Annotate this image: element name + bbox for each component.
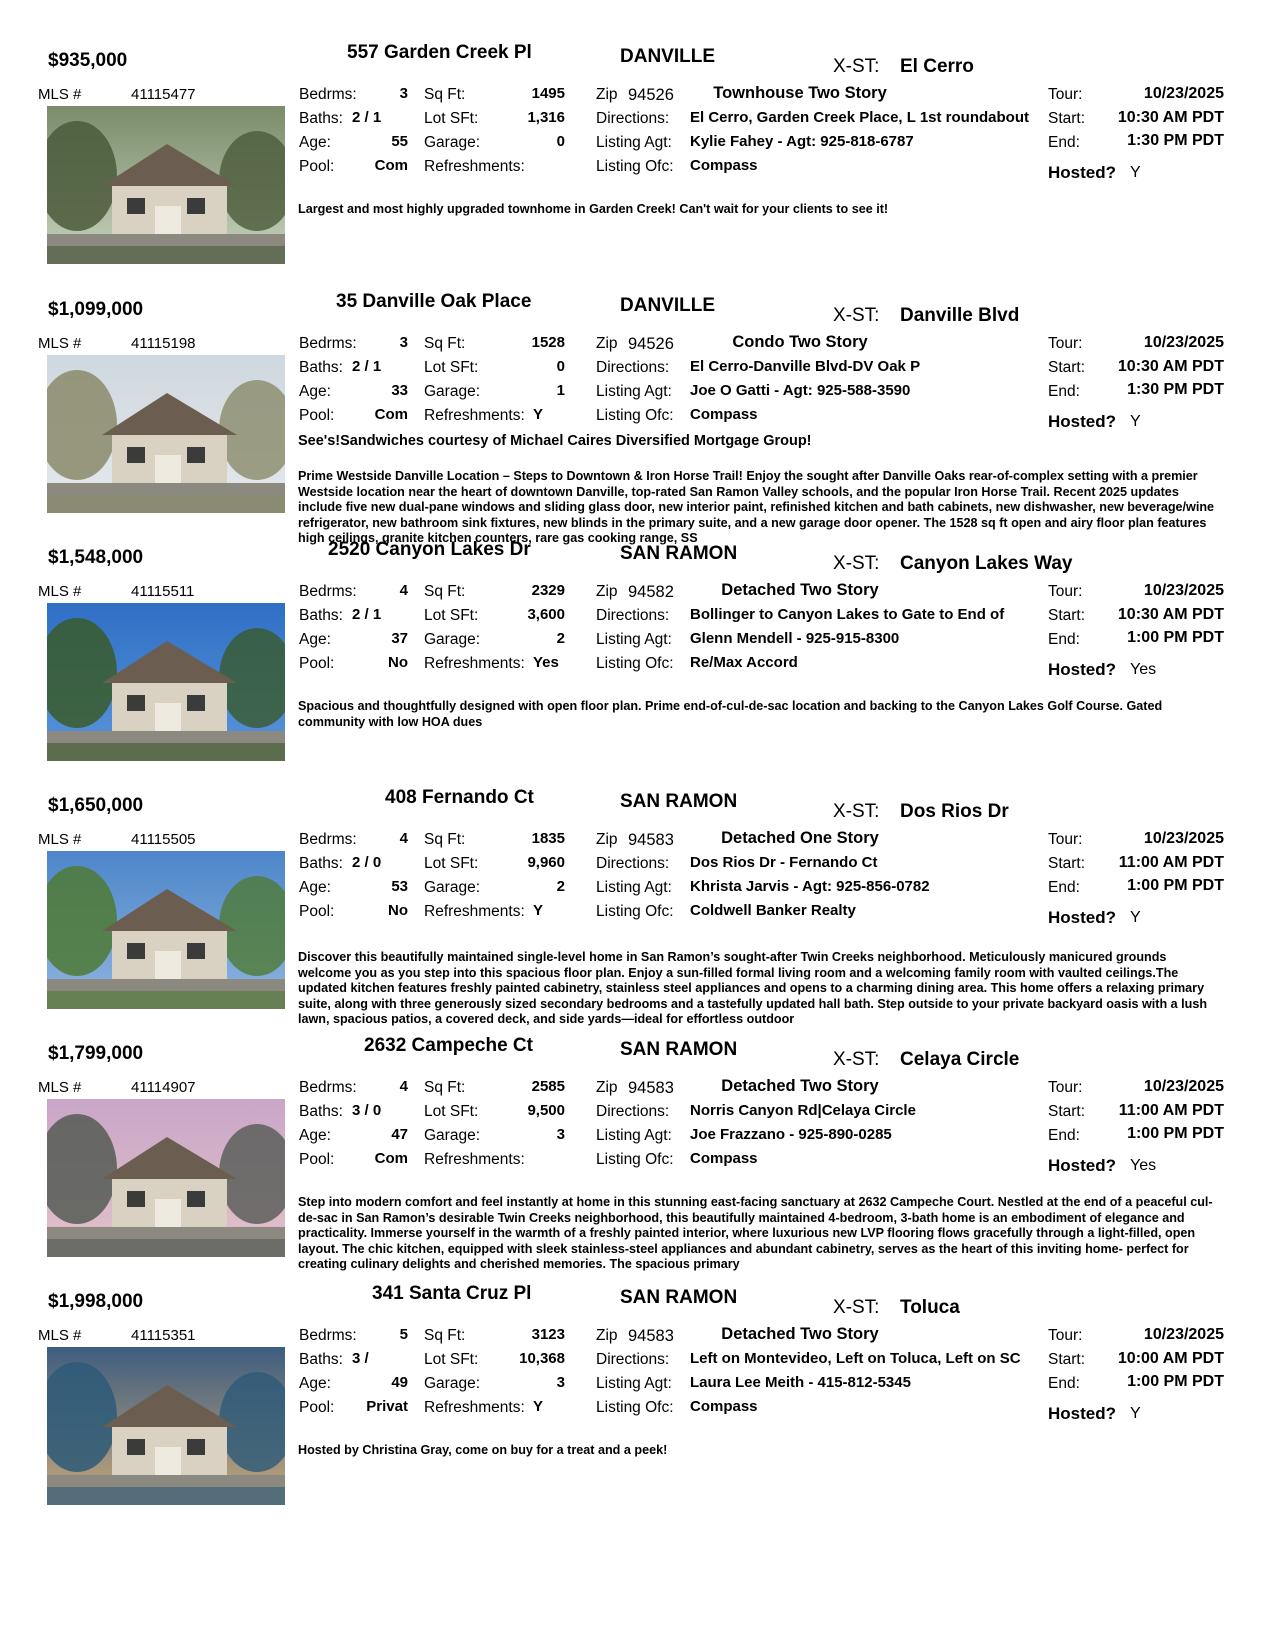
listing-office-value: Compass [690, 1150, 758, 1167]
start-time: 10:30 AM PDT [1117, 109, 1224, 126]
mls-label: MLS # [38, 335, 82, 352]
zip-label: Zip [596, 583, 618, 600]
sqft-value: 3123 [531, 1326, 565, 1343]
listing-notes: See's!Sandwiches courtesy of Michael Caires Diversified Mortgage Group! [298, 433, 812, 449]
mls-number: 41115198 [131, 335, 196, 352]
pool-label: Pool: [299, 903, 335, 920]
garage-value: 0 [556, 133, 565, 150]
directions-label: Directions: [596, 855, 670, 872]
listing-address: 341 Santa Cruz Pl [372, 1283, 532, 1304]
garage-value: 3 [556, 1374, 565, 1391]
listing-agent-value: Kylie Fahey - Agt: 925-818-6787 [690, 133, 914, 150]
end-time: 1:00 PM PDT [1127, 1373, 1224, 1390]
cross-street-label: X-ST: [833, 1049, 880, 1070]
start-label: Start: [1048, 1351, 1086, 1368]
property-type: Townhouse Two Story [713, 84, 887, 102]
baths-label: Baths: [299, 110, 343, 127]
directions-value: Dos Rios Dr - Fernando Ct [690, 854, 878, 871]
start-time: 11:00 AM PDT [1118, 1102, 1224, 1119]
garage-label: Garage: [424, 631, 481, 648]
tour-label: Tour: [1048, 86, 1083, 103]
age-label: Age: [299, 879, 331, 896]
listing-remarks: Largest and most highly upgraded townhome in Garden Creek! Can't wait for your clients to see it! [298, 202, 889, 216]
listing-office-value: Compass [690, 157, 758, 174]
pool-label: Pool: [299, 407, 335, 424]
listing-office-label: Listing Ofc: [596, 407, 674, 424]
baths-label: Baths: [299, 1351, 343, 1368]
listing-card [0, 537, 1275, 799]
lot-size-value: 3,600 [527, 606, 565, 623]
sqft-label: Sq Ft: [424, 86, 466, 103]
lot-size-label: Lot SFt: [424, 110, 479, 127]
listing-office-label: Listing Ofc: [596, 655, 674, 672]
listing-city: SAN RAMON [620, 791, 738, 812]
listing-office-value: Compass [690, 406, 758, 423]
lot-size-label: Lot SFt: [424, 607, 479, 624]
pool-value: Com [374, 406, 408, 423]
listing-price: $1,998,000 [48, 1291, 144, 1312]
property-type: Detached Two Story [721, 1325, 879, 1343]
bedrooms-value: 4 [399, 1078, 408, 1095]
listing-remarks: Hosted by Christina Gray, come on buy for a treat and a peek! [298, 1443, 668, 1457]
lot-size-label: Lot SFt: [424, 359, 479, 376]
listing-agent-label: Listing Agt: [596, 1375, 672, 1392]
age-label: Age: [299, 631, 331, 648]
sqft-label: Sq Ft: [424, 335, 466, 352]
refreshments-label: Refreshments: [424, 903, 525, 920]
listing-city: SAN RAMON [620, 1287, 738, 1308]
tour-label: Tour: [1048, 583, 1083, 600]
listing-office-label: Listing Ofc: [596, 1399, 674, 1416]
cross-street-value: Danville Blvd [900, 305, 1020, 326]
tour-date: 10/23/2025 [1143, 334, 1224, 351]
refreshments-label: Refreshments: [424, 158, 525, 175]
garage-label: Garage: [424, 1127, 481, 1144]
listing-agent-label: Listing Agt: [596, 631, 672, 648]
pool-label: Pool: [299, 655, 335, 672]
listing-office-label: Listing Ofc: [596, 1151, 674, 1168]
listing-card [0, 40, 1275, 302]
tour-label: Tour: [1048, 335, 1083, 352]
mls-number: 41115477 [131, 86, 196, 103]
listing-card [0, 289, 1275, 551]
property-type: Detached Two Story [721, 1077, 879, 1095]
garage-label: Garage: [424, 1375, 481, 1392]
end-time: 1:30 PM PDT [1127, 132, 1224, 149]
mls-label: MLS # [38, 583, 82, 600]
property-photo [47, 106, 285, 264]
zip-value: 94583 [628, 1079, 674, 1097]
listing-agent-label: Listing Agt: [596, 1127, 672, 1144]
refreshments-value: Y [533, 1398, 544, 1415]
age-value: 47 [391, 1126, 408, 1143]
listing-city: SAN RAMON [620, 1039, 738, 1060]
age-value: 55 [391, 133, 408, 150]
cross-street-label: X-ST: [833, 801, 880, 822]
age-value: 53 [391, 878, 408, 895]
bedrooms-label: Bedrms: [299, 831, 357, 848]
tour-date: 10/23/2025 [1143, 830, 1224, 847]
refreshments-label: Refreshments: [424, 1399, 525, 1416]
listing-price: $1,799,000 [48, 1043, 144, 1064]
sqft-value: 1528 [531, 334, 565, 351]
bedrooms-label: Bedrms: [299, 86, 357, 103]
start-time: 10:00 AM PDT [1117, 1350, 1224, 1367]
bedrooms-label: Bedrms: [299, 1327, 357, 1344]
zip-label: Zip [596, 335, 618, 352]
end-label: End: [1048, 1375, 1080, 1392]
listing-address: 2632 Campeche Ct [364, 1035, 533, 1056]
listing-agent-value: Joe O Gatti - Agt: 925-588-3590 [690, 382, 911, 399]
lot-size-value: 9,500 [527, 1102, 565, 1119]
age-label: Age: [299, 1375, 331, 1392]
start-time: 10:30 AM PDT [1117, 358, 1224, 375]
cross-street-label: X-ST: [833, 305, 880, 326]
tour-date: 10/23/2025 [1143, 582, 1224, 599]
lot-size-value: 9,960 [527, 854, 565, 871]
cross-street-label: X-ST: [833, 56, 880, 77]
property-photo [47, 1347, 285, 1505]
tour-date: 10/23/2025 [1143, 1326, 1224, 1343]
listing-price: $1,548,000 [48, 547, 144, 568]
end-time: 1:00 PM PDT [1127, 629, 1224, 646]
listing-remarks: Spacious and thoughtfully designed with open floor plan. Prime end-of-cul-de-sac location and backing to the Canyon Lakes Golf Course. Gated community with low HOA dues [298, 699, 1163, 729]
lot-size-value: 10,368 [519, 1350, 565, 1367]
property-type: Detached One Story [721, 829, 879, 847]
listing-city: SAN RAMON [620, 543, 738, 564]
pool-label: Pool: [299, 1399, 335, 1416]
cross-street-value: Dos Rios Dr [900, 801, 1009, 822]
hosted-value: Y [1130, 413, 1141, 430]
directions-label: Directions: [596, 359, 670, 376]
listing-address: 35 Danville Oak Place [336, 291, 532, 312]
end-label: End: [1048, 134, 1080, 151]
listing-price: $1,099,000 [48, 299, 144, 320]
end-time: 1:00 PM PDT [1127, 1125, 1224, 1142]
property-photo [47, 851, 285, 1009]
directions-value: Norris Canyon Rd|Celaya Circle [690, 1102, 916, 1119]
sqft-value: 2585 [531, 1078, 565, 1095]
mls-label: MLS # [38, 86, 82, 103]
garage-label: Garage: [424, 134, 481, 151]
listing-city: DANVILLE [620, 295, 715, 316]
tour-label: Tour: [1048, 1327, 1083, 1344]
refreshments-label: Refreshments: [424, 1151, 525, 1168]
age-label: Age: [299, 134, 331, 151]
refreshments-value: Y [533, 406, 544, 423]
age-value: 37 [391, 630, 408, 647]
start-label: Start: [1048, 110, 1086, 127]
sqft-label: Sq Ft: [424, 1079, 466, 1096]
pool-value: Com [374, 157, 408, 174]
bedrooms-value: 4 [399, 582, 408, 599]
listing-agent-label: Listing Agt: [596, 134, 672, 151]
listing-office-value: Coldwell Banker Realty [690, 902, 856, 919]
listing-card [0, 1281, 1275, 1543]
zip-value: 94583 [628, 831, 674, 849]
hosted-label: Hosted? [1048, 908, 1116, 927]
property-photo [47, 1099, 285, 1257]
start-label: Start: [1048, 855, 1086, 872]
listing-office-label: Listing Ofc: [596, 903, 674, 920]
pool-value: No [388, 654, 408, 671]
pool-value: No [388, 902, 408, 919]
bedrooms-value: 3 [399, 334, 408, 351]
hosted-label: Hosted? [1048, 163, 1116, 182]
directions-label: Directions: [596, 607, 670, 624]
age-value: 33 [391, 382, 408, 399]
pool-label: Pool: [299, 158, 335, 175]
mls-number: 41115511 [131, 583, 195, 600]
lot-size-value: 0 [556, 358, 565, 375]
listing-agent-value: Khrista Jarvis - Agt: 925-856-0782 [690, 878, 930, 895]
baths-label: Baths: [299, 855, 343, 872]
pool-value: Privat [366, 1398, 408, 1415]
bedrooms-value: 5 [399, 1326, 408, 1343]
end-label: End: [1048, 879, 1080, 896]
cross-street-value: Canyon Lakes Way [900, 553, 1073, 574]
zip-value: 94582 [628, 583, 674, 601]
listing-address: 557 Garden Creek Pl [347, 42, 532, 63]
bedrooms-label: Bedrms: [299, 1079, 357, 1096]
refreshments-value: Yes [533, 654, 559, 671]
garage-label: Garage: [424, 383, 481, 400]
directions-value: El Cerro-Danville Blvd-DV Oak P [690, 358, 921, 375]
listing-card [0, 1033, 1275, 1295]
tour-label: Tour: [1048, 1079, 1083, 1096]
listing-address: 2520 Canyon Lakes Dr [328, 539, 531, 560]
hosted-label: Hosted? [1048, 660, 1116, 679]
end-label: End: [1048, 383, 1080, 400]
bedrooms-label: Bedrms: [299, 335, 357, 352]
start-time: 11:00 AM PDT [1118, 854, 1224, 871]
baths-label: Baths: [299, 1103, 343, 1120]
listing-agent-value: Glenn Mendell - 925-915-8300 [690, 630, 900, 647]
hosted-value: Yes [1130, 661, 1157, 678]
listing-office-label: Listing Ofc: [596, 158, 674, 175]
tour-date: 10/23/2025 [1143, 1078, 1224, 1095]
hosted-value: Y [1130, 164, 1141, 181]
cross-street-label: X-ST: [833, 1297, 880, 1318]
mls-label: MLS # [38, 1079, 82, 1096]
lot-size-label: Lot SFt: [424, 1351, 479, 1368]
directions-value: Bollinger to Canyon Lakes to Gate to End of [690, 606, 1005, 623]
garage-label: Garage: [424, 879, 481, 896]
baths-label: Baths: [299, 359, 343, 376]
zip-label: Zip [596, 1079, 618, 1096]
baths-value: 2 / 1 [352, 358, 382, 375]
listing-address: 408 Fernando Ct [385, 787, 534, 808]
bedrooms-value: 3 [399, 85, 408, 102]
garage-value: 1 [556, 382, 565, 399]
listing-remarks: Step into modern comfort and feel instantly at home in this stunning east-facing sanctuary at 2632 Campeche Court. Nestled at the end of a peaceful cul-de-sac in San Ramon’s desirable Twin Creeks neighborhood, this beautifully maintained 4-bedroom, 3-bath home is an embodiment of elegance and practicality. Immerse yourself in the warmth of a freshly painted interior, where luxurious new LVP flooring flows gracefully through a light-filled, open layout. The chic kitchen, equipped with sleek stainless-steel appliances and abundant cabinetry, serves as the heart of this inviting home- perfect for creating culinary delights and cherished memories. The spacious primary [298, 1195, 1213, 1271]
sqft-label: Sq Ft: [424, 583, 466, 600]
baths-value: 3 / 0 [352, 1102, 382, 1119]
hosted-value: Y [1130, 1405, 1141, 1422]
start-label: Start: [1048, 1103, 1086, 1120]
property-type: Condo Two Story [732, 333, 868, 351]
garage-value: 3 [556, 1126, 565, 1143]
end-label: End: [1048, 1127, 1080, 1144]
mls-label: MLS # [38, 831, 82, 848]
bedrooms-label: Bedrms: [299, 583, 357, 600]
cross-street-value: Toluca [900, 1297, 960, 1318]
cross-street-value: Celaya Circle [900, 1049, 1020, 1070]
start-time: 10:30 AM PDT [1117, 606, 1224, 623]
zip-value: 94583 [628, 1327, 674, 1345]
garage-value: 2 [556, 630, 565, 647]
sqft-value: 2329 [531, 582, 565, 599]
hosted-label: Hosted? [1048, 412, 1116, 431]
tour-label: Tour: [1048, 831, 1083, 848]
zip-label: Zip [596, 1327, 618, 1344]
property-type: Detached Two Story [721, 581, 879, 599]
sqft-label: Sq Ft: [424, 831, 466, 848]
hosted-value: Yes [1130, 1157, 1157, 1174]
listing-city: DANVILLE [620, 46, 715, 67]
hosted-label: Hosted? [1048, 1404, 1116, 1423]
property-photo [47, 603, 285, 761]
listing-agent-value: Laura Lee Meith - 415-812-5345 [690, 1374, 911, 1391]
age-value: 49 [391, 1374, 408, 1391]
baths-value: 2 / 1 [352, 109, 382, 126]
listing-price: $1,650,000 [48, 795, 144, 816]
pool-label: Pool: [299, 1151, 335, 1168]
sqft-value: 1495 [531, 85, 565, 102]
sqft-value: 1835 [531, 830, 565, 847]
listing-office-value: Re/Max Accord [690, 654, 798, 671]
listing-remarks: Discover this beautifully maintained single-level home in San Ramon’s sought-after Twin Creeks neighborhood. Meticulously manicured grounds welcome you as you step into this spacious floor plan. Enjoy a sun-filled formal living room and a welcoming family room with vaulted ceilings.The updated kitchen features freshly painted cabinetry, stainless steel appliances and opens to a charming dining area. This home offers a relaxing primary suite, along with three generously sized secondary bedrooms and a tastefully updated hall bath. Step outside to your private backyard oasis with a lush lawn, spacious patios, a covered deck, and side yards—ideal for effortless outdoor [298, 950, 1208, 1026]
bedrooms-value: 4 [399, 830, 408, 847]
garage-value: 2 [556, 878, 565, 895]
directions-value: Left on Montevideo, Left on Toluca, Left on SC [690, 1350, 1021, 1367]
zip-label: Zip [596, 86, 618, 103]
directions-label: Directions: [596, 110, 670, 127]
baths-value: 2 / 0 [352, 854, 382, 871]
directions-label: Directions: [596, 1103, 670, 1120]
mls-label: MLS # [38, 1327, 82, 1344]
listing-card [0, 785, 1275, 1047]
age-label: Age: [299, 1127, 331, 1144]
lot-size-label: Lot SFt: [424, 1103, 479, 1120]
listing-price: $935,000 [48, 50, 128, 71]
mls-number: 41114907 [131, 1079, 196, 1096]
end-time: 1:30 PM PDT [1127, 381, 1224, 398]
start-label: Start: [1048, 607, 1086, 624]
pool-value: Com [374, 1150, 408, 1167]
hosted-value: Y [1130, 909, 1141, 926]
mls-number: 41115505 [131, 831, 196, 848]
cross-street-value: El Cerro [900, 56, 974, 77]
lot-size-label: Lot SFt: [424, 855, 479, 872]
property-photo [47, 355, 285, 513]
sqft-label: Sq Ft: [424, 1327, 466, 1344]
refreshments-value: Y [533, 902, 544, 919]
end-label: End: [1048, 631, 1080, 648]
directions-label: Directions: [596, 1351, 670, 1368]
directions-value: El Cerro, Garden Creek Place, L 1st roundabout [690, 109, 1029, 126]
mls-number: 41115351 [131, 1327, 196, 1344]
zip-value: 94526 [628, 86, 674, 104]
cross-street-label: X-ST: [833, 553, 880, 574]
zip-label: Zip [596, 831, 618, 848]
age-label: Age: [299, 383, 331, 400]
listing-agent-label: Listing Agt: [596, 383, 672, 400]
listing-agent-value: Joe Frazzano - 925-890-0285 [690, 1126, 892, 1143]
refreshments-label: Refreshments: [424, 655, 525, 672]
lot-size-value: 1,316 [527, 109, 565, 126]
listing-agent-label: Listing Agt: [596, 879, 672, 896]
tour-date: 10/23/2025 [1143, 85, 1224, 102]
start-label: Start: [1048, 359, 1086, 376]
baths-value: 2 / 1 [352, 606, 382, 623]
baths-label: Baths: [299, 607, 343, 624]
listing-remarks: Prime Westside Danville Location – Steps to Downtown & Iron Horse Trail! Enjoy the sought after Danville Oaks rear-of-complex setting with a premier Westside location near the heart of downtown Danville, top-rated San Ramon Valley schools, and the popular Iron Horse Trail. Recent 2025 updates include five new dual-pane windows and sliding glass door, new interior paint, refinished kitchen and bath cabinets, new dishwasher, new beverage/wine refrigerator, new bathroom sink fixtures, new blinds in the primary suite, and a new garage door opener. The 1528 sq ft open and airy floor plan features high ceilings, granite kitchen counters, rare gas cooking range, SS [298, 469, 1215, 545]
end-time: 1:00 PM PDT [1127, 877, 1224, 894]
hosted-label: Hosted? [1048, 1156, 1116, 1175]
refreshments-label: Refreshments: [424, 407, 525, 424]
listing-office-value: Compass [690, 1398, 758, 1415]
zip-value: 94526 [628, 335, 674, 353]
baths-value: 3 / [352, 1350, 369, 1367]
